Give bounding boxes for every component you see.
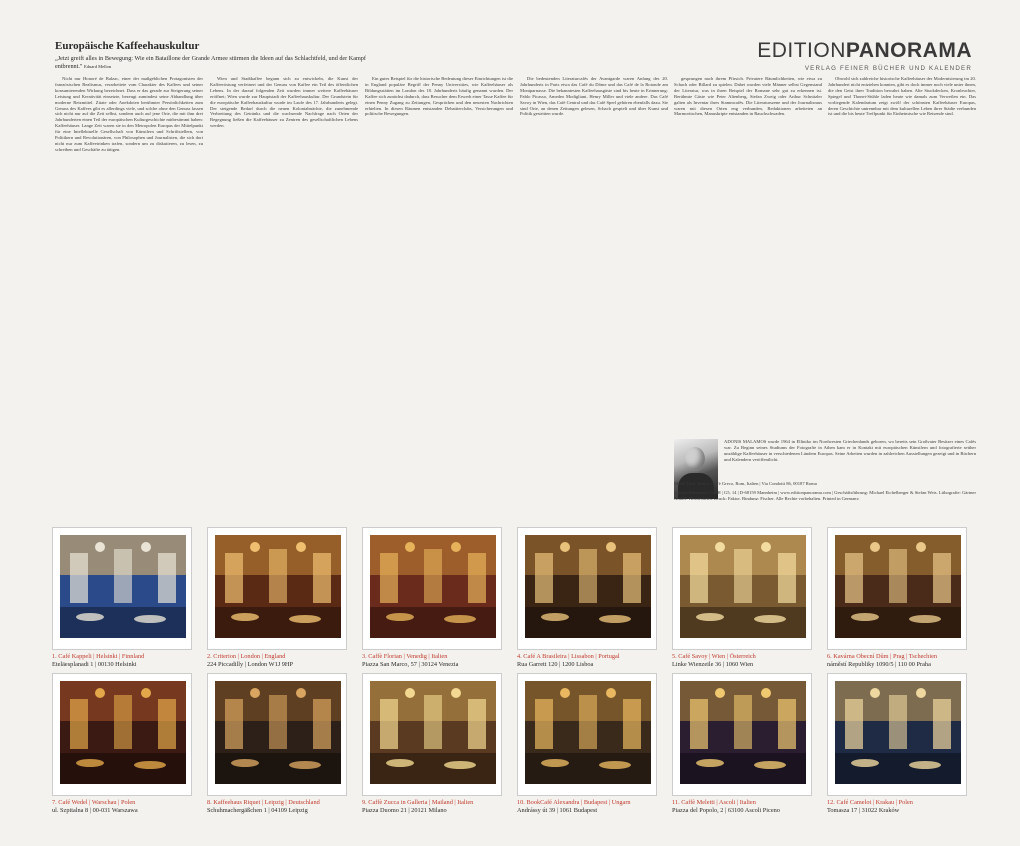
text-column-6: Obwohl sich zahlreiche historische Kaffeehäuser der Modernisierung im 20. Jahrhundert nicht entziehen konnten, gibt es doch immer noch viele unter ihnen, die den Geist ihrer Tradition bewahrt haben. Alte Stuckdecken, Kronleuchter, Spiegel und Thonet-Stühle laden heute wie damals zum Verweilen ein. Das vorliegende Kalendarium zeigt zwölf der schönsten Kaffeehäuser Europas, deren Geschichte untrennbar mit dem kulturellen Leben ihrer Städte verbunden ist und die bis heute Treffpunkt für Einheimische wie Reisende sind. [828, 76, 976, 117]
cafe-title: 12. Café Camelot | Krakau | Polen [827, 799, 913, 806]
cafe-title: 9. Caffè Zucca in Galleria | Mailand | Italien [362, 799, 474, 806]
cafe-photo-11 [672, 673, 812, 796]
cafe-address: Schuhmachergäßchen 1 | 04109 Leipzig [207, 807, 308, 814]
text-column-4: Die bedeutenden Literaturcafés der Avantgarde waren Anfang des 20. Jahrhunderts in Paris etwa das Café du Dôme und das Café de la Rotonde am Montparnasse. Die bekanntesten Kaffeehausgäste sind bis heute in Erinnerung: Pablo Picasso, Amedeo Modigliani, Henry Miller und viele andere. Das Café Savoy in Wien, das Café Central und das Café Sperl gehören ebenfalls dazu. Sie sind Orte, an denen Zeitungen gelesen, Schach gespielt und über Kunst und Politik gestritten wurde. [520, 76, 668, 117]
cafe-title: 10. BookCafé Alexandra | Budapest | Ungarn [517, 799, 631, 806]
cafe-photo-4 [517, 527, 657, 650]
cafe-address: Linke Wienzeile 36 | 1060 Wien [672, 661, 754, 668]
imprint: Edition Panorama GmbH | G5, 14 | D-68159 Mannheim | www.editionpanorama.com | Geschäftsführung: Michael Eichelberger & Stefan Weis. Lithografie: Gärtner GmbH, Heddesheim. Druck: Faktor. Bindung: Fischer. Alle Rechte vorbehalten. Printed in Germany. [674, 490, 976, 500]
cafe-caption-11 [672, 799, 822, 815]
cafe-photo-9 [362, 673, 502, 796]
cafe-title: 4. Café A Brasileira | Lissabon | Portugal [517, 653, 620, 660]
cafe-address: Piazza del Popolo, 2 | 63100 Ascoli Piceno [672, 807, 780, 814]
cafe-photo-12 [827, 673, 967, 796]
publisher-brand [757, 39, 972, 72]
text-column-2: Wien und Stadtkaffee begann sich zu entwickeln, die Kunst der Kaffeeröstung verfeinert und der Genuss von Kaffee ein Teil des öffentlichen Lebens. In der darauf folgenden Zeit wurden immer weitere Kaffeehäuser eröffnet; Wien wurde zur Hauptstadt der Kaffeehauskultur. Der Grundstein für die europäische Kaffeehauskultur wurde im Laufe des 17. Jahrhunderts gelegt. Der steigende Bedarf durch die neuen Kolonialmächte, die zunehmende Verbreitung des Getränks und die wachsende Nachfrage nach Orten der Begegnung ließen die Kaffeehäuser zu Zentren des gesellschaftlichen Lebens werden. [210, 76, 358, 129]
cafe-caption-8 [207, 799, 357, 815]
cafe-caption-4 [517, 653, 667, 669]
cafe-address: Tomasza 17 | 31022 Kraków [827, 807, 900, 814]
cafe-photo-3 [362, 527, 502, 650]
cafe-caption-12 [827, 799, 977, 815]
cafe-address: ul. Szpitalna 8 | 00-031 Warszawa [52, 807, 138, 814]
cafe-title: 11. Caffè Meletti | Ascoli | Italien [672, 799, 756, 806]
cafe-title: 5. Café Savoy | Wien | Österreich [672, 653, 756, 660]
publisher-logo: EDITIONPANORAMA [757, 39, 972, 62]
cafe-photo-2 [207, 527, 347, 650]
cafe-photo-1 [52, 527, 192, 650]
cafe-title: 6. Kavárna Obecní Dům | Prag | Tschechien [827, 653, 938, 660]
text-column-5: gesprungen nach ihrem Pfirsich. Privatere Räumlichkeiten, wie etwa zu Schach oder Billard zu spielen. Dabei wurden viele Männer selbst Gegenstand der Literatur, was in ihren Beispiel der Romane sehr gut zu erkennen ist. Berühmte Gäste wie Peter Altenberg, Stefan Zweig oder Arthur Schnitzler galten als Inventar ihres Stammcafés. Die Literaturszene und der Journalismus waren mit diesen Orten eng verbunden, Redaktionen arbeiteten an Marmortischen, Manuskripte entstanden in Rauchschwaden. [674, 76, 822, 117]
cafe-photo-5 [672, 527, 812, 650]
quote-text: „Jetzt greift alles in Bewegung: Wie ein Bataillone der Grande Armee stürmen die Ideen auf das Schlachtfeld, und der Kampf entbrennt." [55, 55, 366, 70]
cafe-photo-8 [207, 673, 347, 796]
header [55, 40, 675, 71]
cafe-title: 2. Criterion | London | England [207, 653, 286, 660]
photo-credit: Motiv Titel: Antico Caffè Greco, Rom, Italien | Via Condotti 86, 00187 Roma [674, 481, 817, 486]
author-bio: ADONIS MALAMOS wurde 1964 in Elliniko im Nordwesten Griechenlands geboren, wo bereits sein Großvater Besitzer eines Cafés war. Zu Beginn seines Studiums der Fotografie in Athen kam er in Kontakt mit europäischen Künstlern und fotografierte seither unzählige Kaffeehäuser in verschiedenen Ländern Europas. Seine Arbeiten wurden in zahlreichen Ausstellungen gezeigt und in Büchern und Kalendern veröffentlicht. [724, 439, 976, 462]
page-title: Europäische Kaffeehauskultur [55, 40, 200, 52]
cafe-title: 3. Caffè Florian | Venedig | Italien [362, 653, 448, 660]
cafe-title: 7. Café Wedel | Warschau | Polen [52, 799, 136, 806]
cafe-caption-3 [362, 653, 512, 669]
cafe-title: 1. Café Kappeli | Helsinki | Finnland [52, 653, 145, 660]
text-column-1: Nicht nur Honoré de Balzac, einer der maßgeblichen Protagonisten der französischen Realismus, verarbeitete vom Charakter des Kaffees und seiner konsumierenden Wirkung bezeichnet. Dass er das gerade zur Steigerung seiner Leistung und Kreativität einsetzte, bezeugt zumindest seine Abhandlung über moderne Reizmittel. Zitate oder Anekdoten berühmter Persönlichkeiten zum Genuss des Kaffees gibt es allerdings viele, und solche ohne den Genuss lassen sich nicht nur auf die Zeit selbst, sondern auch auf jene Orte, die mit ihm drei Jahrhunderten einen Teil der europäischen Kulturgeschichte mitbestimmt haben: Kaffeehäuser. Lange Zeit waren sie in den Metropolen Europas der Mittelpunkt für eine Intellektuelle Gesellschaft von Künstlern und Schriftstellern, von Politikern und Revolutionären, von Philosophen und Journalisten, die sich dort nicht nur zum Kaffeetrinken trafen, sondern um zu diskutieren, zu lesen, zu schreiben und Geschäfte zu tätigen. [55, 76, 203, 152]
cafe-caption-5 [672, 653, 822, 669]
cafe-address: Rua Garrett 120 | 1200 Lisboa [517, 661, 594, 668]
cafe-caption-2 [207, 653, 357, 669]
cafe-address: Eteläesplanadi 1 | 00130 Helsinki [52, 661, 137, 668]
cafe-address: náměstí Republiky 1090/5 | 110 00 Praha [827, 661, 931, 668]
article-body [55, 76, 976, 500]
cafe-address: Andrássy út 39 | 1061 Budapest [517, 807, 598, 814]
cafe-caption-9 [362, 799, 512, 815]
text-column-3: Ein gutes Beispiel für die historische Bedeutung dieser Einrichtungen ist die in England populäre Begriff der Penny Universities, wie Kaffeehäuser als Bildungsstätten im London des 18. Jahrhunderts häufig genannt wurden. Der Kaffee sich zunächst dadurch, dass Besucher dem Erwerb einer Tasse Kaffee für einen Penny Zugang zu Zeitungen, Gesprächen und den neuesten Nachrichten erhielten. In diesen Räumen entstanden Debattierclubs, Versicherungen und politische Bewegungen. [365, 76, 513, 117]
cafe-photo-6 [827, 527, 967, 650]
cafe-caption-1 [52, 653, 202, 669]
cafe-caption-6 [827, 653, 977, 669]
cafe-photo-7 [52, 673, 192, 796]
cafe-address: 224 Piccadilly | London W1J 9HP [207, 661, 293, 668]
publisher-tagline: VERLAG FEINER BÜCHER UND KALENDER [804, 65, 972, 72]
cafe-address: Piazza Duomo 21 | 20121 Milano [362, 807, 447, 814]
cafe-address: Piazza San Marco, 57 | 30124 Venezia [362, 661, 459, 668]
cafe-title: 8. Kaffeehaus Riquet | Leipzig | Deutschland [207, 799, 320, 806]
header-quote [55, 55, 375, 71]
quote-author: Eduard Mellon [84, 64, 112, 69]
cafe-caption-10 [517, 799, 667, 815]
cafe-caption-7 [52, 799, 202, 815]
cafe-photo-10 [517, 673, 657, 796]
